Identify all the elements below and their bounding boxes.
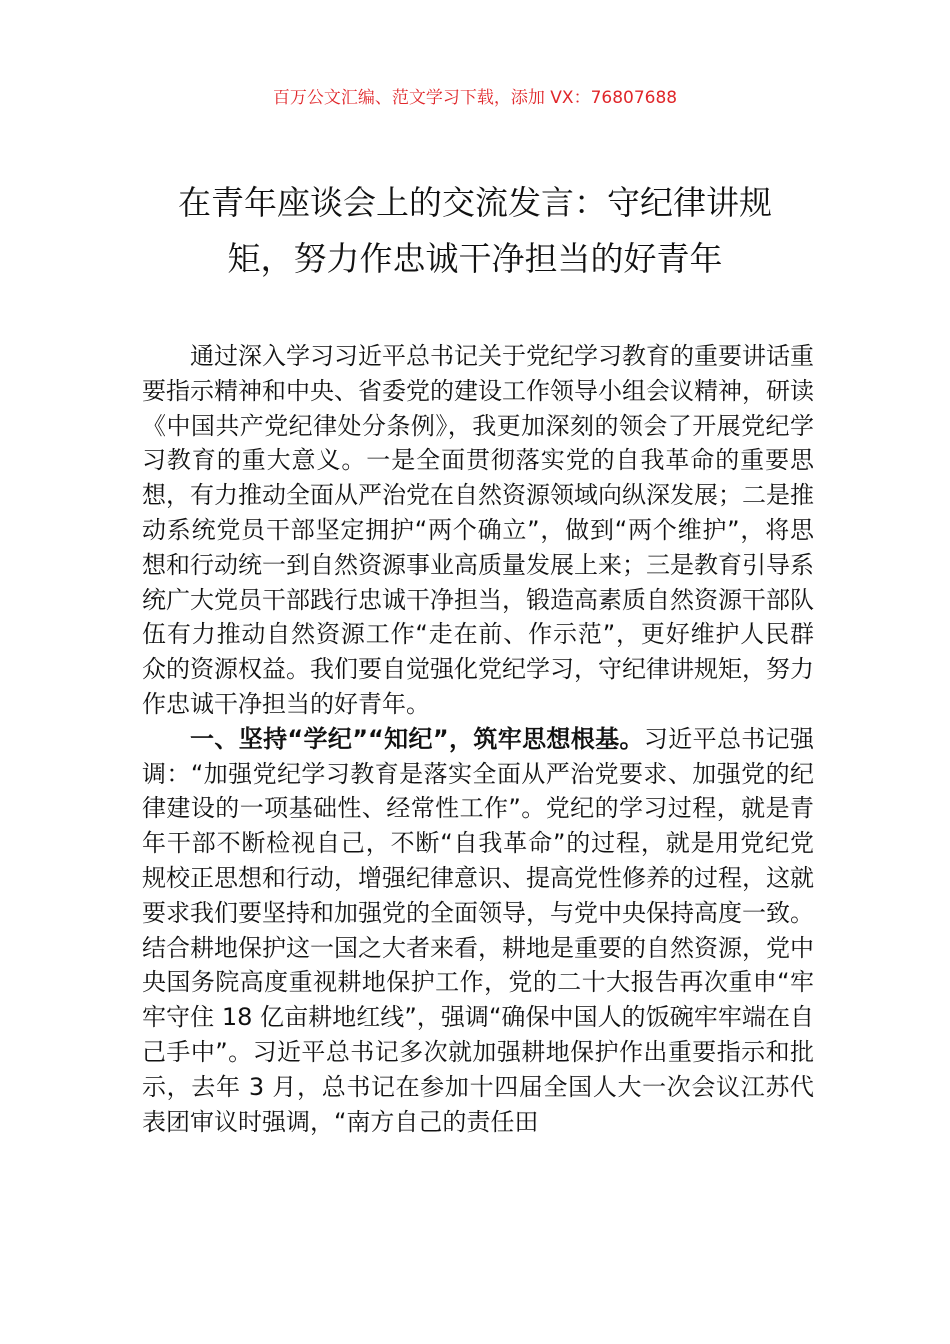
header-note: 百万公文汇编、范文学习下载，添加 VX：76807688 — [272, 88, 678, 108]
title-line-2: 矩，努力作忠诚干净担当的好青年 — [227, 239, 723, 278]
section-1-heading: 一、坚持“学纪”“知纪”，筑牢思想根基。 — [190, 724, 644, 753]
page-title — [140, 175, 810, 287]
section-1-text: 习近平总书记强调：“加强党纪学习教育是落实全面从严治党要求、加强党的纪律建设的一项基础性、经常性工作”。党纪的学习过程，就是青年干部不断检视自己，不断“自我革命”的过程，就是用党纪党规校正思想和行动，增强纪律意识、提高党性修养的过程，这就要求我们要坚持和加强党的全面领导，与党中央保持高度一致。结合耕地保护这一国之大者来看，耕地是重要的自然资源，党中央国务院高度重视耕地保护工作，党的二十大报告再次重申“牢牢守住 18 亿亩耕地红线”，强调“确保中国人的饭碗牢牢端在自己手中”。习近平总书记多次就加强耕地保护作出重要指示和批示，去年 3 月，总书记在参加十四届全国人大一次会议江苏代表团审议时强调，“南方自己的责任田 — [142, 724, 815, 1136]
title-line-1: 在青年座谈会上的交流发言：守纪律讲规 — [178, 183, 772, 222]
paragraph-intro: 通过深入学习习近平总书记关于党纪学习教育的重要讲话重要指示精神和中央、省委党的建设工作领导小组会议精神，研读《中国共产党纪律处分条例》，我更加深刻的领会了开展党纪学习教育的重大意义。一是全面贯彻落实党的自我革命的重要思想，有力推动全面从严治党在自然资源领域向纵深发展；二是推动系统党员干部坚定拥护“两个确立”，做到“两个维护”，将思想和行动统一到自然资源事业高质量发展上来；三是教育引导系统广大党员干部践行忠诚干净担当，锻造高素质自然资源干部队伍有力推动自然资源工作“走在前、作示范”，更好维护人民群众的资源权益。我们要自觉强化党纪学习，守纪律讲规矩，努力作忠诚干净担当的好青年。 — [142, 342, 814, 718]
document-body — [142, 339, 814, 1139]
paragraph-section-1 — [142, 722, 814, 1140]
